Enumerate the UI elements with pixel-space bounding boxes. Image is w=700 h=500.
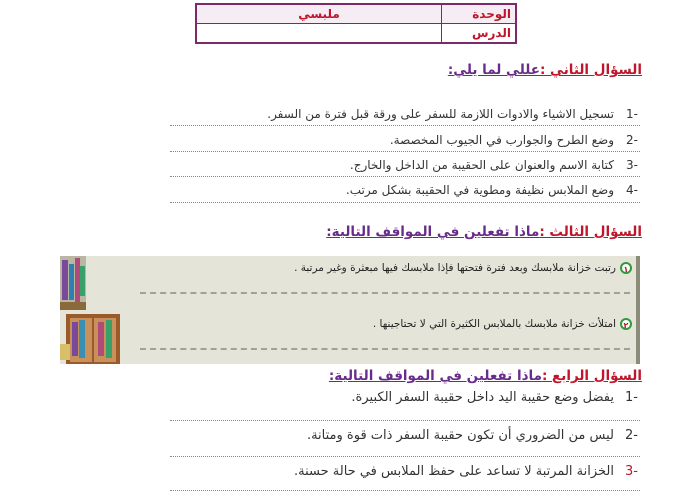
q3-subtitle: ماذا تفعلين في المواقف التالية: [326,224,540,240]
q3-title: السؤال الثالث : [539,224,642,240]
q2-item-3 [350,158,638,172]
number-badge-icon: ١ [620,262,632,274]
q2-item-text: تسجيل الاشياء والادوات اللازمة للسفر على ورقة قبل فترة من السفر. [267,107,614,121]
q3-situation-1 [294,262,632,274]
q4-item-1 [351,390,638,405]
unit-label: الوحدة [441,5,515,23]
q2-item-number: -2 [626,133,638,147]
q3-situation-2 [373,318,632,330]
lesson-row [197,23,515,42]
unit-row [197,5,515,23]
overflowing-wardrobe-icon [60,314,126,364]
q4-item-3 [294,464,638,479]
answer-line [140,348,630,350]
lesson-label: الدرس [441,24,515,42]
q2-item-text: كتابة الاسم والعنوان على الحقيبة من الداخل والخارج. [349,158,614,172]
q3-situation-text: امتلأت خزانة ملابسك بالملابس الكثيرة التي لا تحتاجينها . [372,318,616,330]
unit-value: ملبسي [298,7,340,21]
q3-heading [326,224,642,240]
q2-item-2 [390,133,638,147]
answer-line [170,125,640,126]
q2-heading [448,62,642,78]
q2-item-1 [267,107,638,121]
number-badge-icon: ٢ [620,318,632,330]
answer-line [170,420,640,421]
q4-item-number: -2 [625,428,638,443]
answer-line [170,202,640,203]
q2-item-4 [346,183,638,197]
wardrobe-icon [60,256,86,310]
answer-line [140,292,630,294]
q4-title: السؤال الرابع : [541,368,642,384]
answer-line [170,151,640,152]
q3-panel [60,256,640,364]
q2-item-number: -3 [626,158,638,172]
q4-item-text: يفضل وضع حقيبة اليد داخل حقيبة السفر الكبيرة. [351,390,614,405]
q2-item-number: -1 [626,107,638,121]
q4-item-text: ليس من الضروري أن تكون حقيبة السفر ذات قوة ومتانة. [306,428,614,443]
q3-situation-text: رتبت خزانة ملابسك وبعد فترة فتحتها فإذا ملابسك فيها مبعثرة وغير مرتبة . [294,262,616,274]
answer-line [170,456,640,457]
panel-edge [636,256,640,364]
q2-title: السؤال الثاني : [539,62,642,78]
q2-item-text: وضع الطرح والجوارب في الجيوب المخصصة. [389,133,614,147]
q4-item-number: -1 [625,390,638,405]
q4-subtitle: ماذا تفعلين في المواقف التالية: [328,368,542,384]
q2-subtitle: عللي لما يلي: [447,62,540,78]
q4-item-2 [307,428,638,443]
answer-line [170,176,640,177]
answer-line [170,490,640,491]
lesson-value [197,24,441,42]
q2-item-number: -4 [626,183,638,197]
q2-item-text: وضع الملابس نظيفة ومطوية في الحقيبة بشكل مرتب. [345,183,614,197]
q4-item-number: -3 [625,464,638,479]
header-table [195,3,517,44]
q4-item-text: الخزانة المرتبة لا تساعد على حفظ الملابس في حالة حسنة. [294,464,614,479]
q4-heading [329,368,642,384]
